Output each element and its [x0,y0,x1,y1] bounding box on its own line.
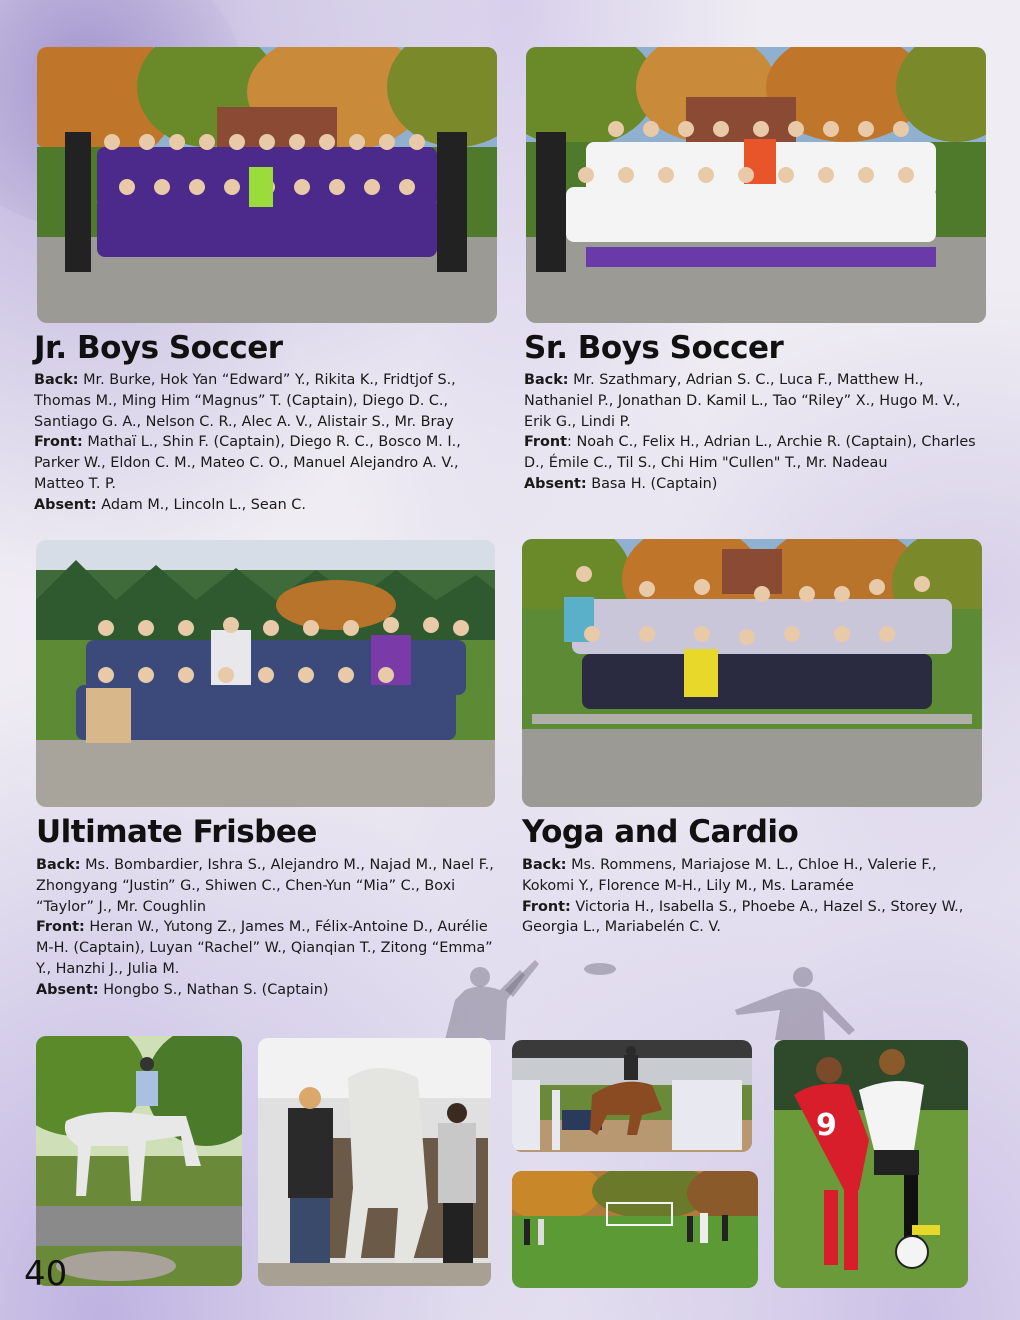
team-title: Sr. Boys Soccer [524,330,784,366]
team-roster [34,370,489,516]
roster-names: Ms. Rommens, Mariajose M. L., Chloe H., Valerie F., Kokomi Y., Florence M-H., Lily M., Ms. Laramée [522,857,937,894]
roster-names: Adam M., Lincoln L., Sean C. [96,496,306,513]
team-title: Jr. Boys Soccer [34,330,283,366]
roster-names: Heran W., Yutong Z., James M., Félix-Antoine D., Aurélie M-H. (Captain), Luyan “Rachel” W., Qianqian T., Zitong “Emma” Y., Hanzhi J., Julia M. [36,919,493,977]
roster-label: Back: [522,857,567,873]
roster-names: Mr. Szathmary, Adrian S. C., Luca F., Matthew H., Nathaniel P., Jonathan D. Kamil L., Tao “Riley” X., Hugo M. V., Erik G., Lindi P. [524,372,961,430]
roster-label: Absent: [524,475,587,492]
page-number: 40 [24,1254,68,1294]
soccer-field-photo [512,1171,758,1288]
team-roster [524,370,984,495]
roster-line-front [524,432,984,474]
team-roster [522,855,982,938]
roster-label: Back: [36,857,81,873]
roster-line-absent [524,474,984,495]
roster-names: Mathaï L., Shin F. (Captain), Diego R. C., Bosco M. I., Parker W., Eldon C. M., Mateo C. O., Manuel Alejandro A. V., Matteo T. P. [34,434,461,492]
roster-names: Basa H. (Captain) [586,475,718,492]
sr-boys-soccer-photo [526,47,986,323]
roster-line-front [522,897,982,939]
roster-line-back [36,855,496,917]
girls-soccer-action-photo [774,1040,968,1288]
jr-boys-soccer-photo [37,47,497,323]
show-jumping-photo [512,1040,752,1152]
roster-label: Front: [34,434,83,451]
yoga-and-cardio-photo [522,539,982,807]
roster-label: Front [524,434,568,451]
roster-label: Front: [522,898,571,915]
team-title: Yoga and Cardio [522,814,799,850]
roster-names: Hongbo S., Nathan S. (Captain) [98,981,329,998]
roster-label: Back: [524,372,569,388]
roster-line-back [522,855,982,897]
roster-label: Absent: [36,981,99,998]
horse-grooming-photo [258,1038,491,1286]
roster-label: Front: [36,919,85,936]
roster-line-absent [34,495,489,516]
roster-line-front [34,432,489,494]
roster-line-back [524,370,984,432]
roster-line-back [34,370,489,432]
roster-names: Victoria H., Isabella S., Phoebe A., Hazel S., Storey W., Georgia L., Mariabelén C. V. [522,898,964,936]
roster-label: Absent: [34,496,97,513]
ultimate-frisbee-photo [36,540,495,807]
svg-text:9: 9 [816,1108,837,1143]
roster-names: : Noah C., Felix H., Adrian L., Archie R. (Captain), Charles D., Émile C., Til S., Chi Him "Cullen" T., Mr. Nadeau [524,434,976,472]
roster-names: Mr. Burke, Hok Yan “Edward” Y., Rikita K., Fridtjof S., Thomas M., Ming Him “Magnus” T. (Captain), Diego D. C., Santiago G. A., Nelson C. R., Alec A. V., Alistair S., Mr. Bray [34,372,456,430]
horseback-riding-photo [36,1036,242,1286]
team-title: Ultimate Frisbee [36,814,317,850]
roster-label: Back: [34,372,79,388]
frisbee-players-silhouette [425,955,875,1040]
roster-names: Ms. Bombardier, Ishra S., Alejandro M., Najad M., Nael F., Zhongyang “Justin” G., Shiwen C., Chen-Yun “Mia” C., Boxi “Taylor” J., Mr. Coughlin [36,857,494,915]
